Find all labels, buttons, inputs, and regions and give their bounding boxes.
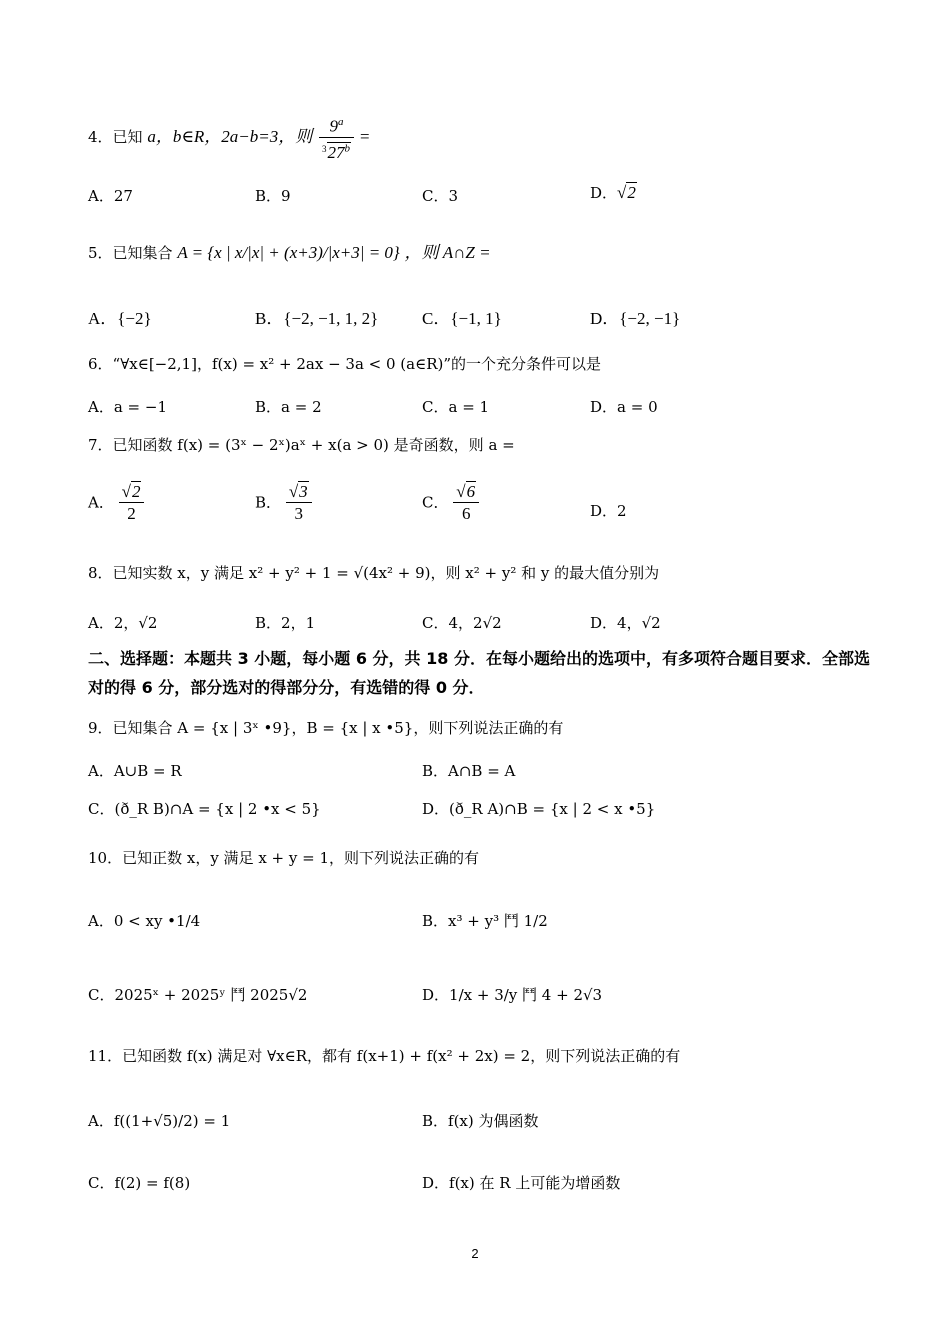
q5-option-d: D．{−2, −1}: [590, 309, 681, 328]
q9-option-c: C．(ð_R B)∩A = {x | 2 •x < 5}: [88, 800, 321, 818]
q10-option-a: A．0 < xy •1/4: [88, 912, 201, 930]
question-7: 7．已知函数 f(x) = (3ˣ − 2ˣ)aˣ + x(a > 0) 是奇函数，则 a =: [88, 436, 515, 454]
q10-option-c: C．2025ˣ + 2025ʸ 鬥 2025√2: [88, 986, 308, 1004]
q5-option-c: C．{−1, 1}: [422, 309, 502, 328]
q5-stem: 5．已知集合: [88, 244, 173, 262]
q8-option-a: A．2，√2: [88, 614, 158, 632]
q4-tail: =: [358, 127, 371, 147]
q4-option-c: C．3: [422, 187, 459, 205]
q11-option-d: D．f(x) 在 R 上可能为增函数: [422, 1174, 621, 1192]
section-2-heading: 二、选择题：本题共 3 小题，每小题 6 分，共 18 分．在每小题给出的选项中，有多项符合题目要求．全部选对的得 6 分，部分选对的得部分分，有选错的得 0 分．: [88, 649, 870, 697]
q7-option-a: A． $\frac{√2}{2}$: [88, 482, 144, 525]
q8-option-b: B．2，1: [255, 614, 316, 632]
q8-option-d: D．4，√2: [590, 614, 661, 632]
q8-option-c: C．4，2√2: [422, 614, 502, 632]
question-8: 8．已知实数 x，y 满足 x² + y² + 1 = √(4x² + 9)，则 x² + y² 和 y 的最大值分别为: [88, 564, 660, 582]
page-number: 2: [471, 1246, 479, 1261]
q7-option-c: C． $\frac{√6}{6}$: [422, 482, 479, 525]
question-11: 11．已知函数 f(x) 满足对 ∀x∈R，都有 f(x+1) + f(x² + 2x) = 2，则下列说法正确的有: [88, 1047, 681, 1065]
q9-option-a: A．A∪B = R: [88, 762, 182, 780]
q11-option-b: B．f(x) 为偶函数: [422, 1112, 539, 1130]
question-10: 10．已知正数 x，y 满足 x + y = 1，则下列说法正确的有: [88, 849, 480, 867]
q6-option-a: A．a = −1: [88, 398, 167, 416]
q6-option-d: D．a = 0: [590, 398, 658, 416]
q5-set: A = {x | x/|x| + (x+3)/|x+3| = 0}: [177, 243, 400, 262]
q10-option-b: B．x³ + y³ 鬥 1/2: [422, 912, 548, 930]
q4-option-b: B．9: [255, 187, 291, 205]
question-5: [88, 238, 491, 263]
question-4: [88, 112, 370, 164]
q5-option-a: A．{−2}: [88, 309, 152, 328]
q7-option-d: D．2: [590, 502, 627, 520]
q10-option-d: D．1/x + 3/y 鬥 4 + 2√3: [422, 986, 603, 1004]
q4-fraction: $\frac{9^a}{^327^b}$: [319, 112, 354, 164]
question-6: 6．“∀x∈[−2,1]，f(x) = x² + 2ax − 3a < 0 (a∈R)”的一个充分条件可以是: [88, 355, 602, 373]
q6-option-b: B．a = 2: [255, 398, 322, 416]
q5-option-b: B．{−2, −1, 1, 2}: [255, 309, 379, 328]
q11-option-a: A．f((1+√5)/2) = 1: [88, 1112, 231, 1130]
question-9: 9．已知集合 A = {x | 3ˣ •9}，B = {x | x •5}，则下列说法正确的有: [88, 719, 564, 737]
q9-option-b: B．A∩B = A: [422, 762, 516, 780]
q4-stem: 4．已知: [88, 128, 143, 147]
q4-stem-math: a，b∈R，2a−b=3，则: [147, 127, 313, 147]
q11-option-c: C．f(2) = f(8): [88, 1174, 191, 1192]
q4-option-a: A．27: [88, 187, 133, 205]
q6-option-c: C．a = 1: [422, 398, 490, 416]
q7-option-b: B． $\frac{√3}{3}$: [255, 482, 312, 525]
q5-tail: ，则 A∩Z =: [404, 243, 491, 262]
q4-option-d: D．√2: [590, 183, 636, 202]
q9-option-d: D．(ð_R A)∩B = {x | 2 < x •5}: [422, 800, 656, 818]
